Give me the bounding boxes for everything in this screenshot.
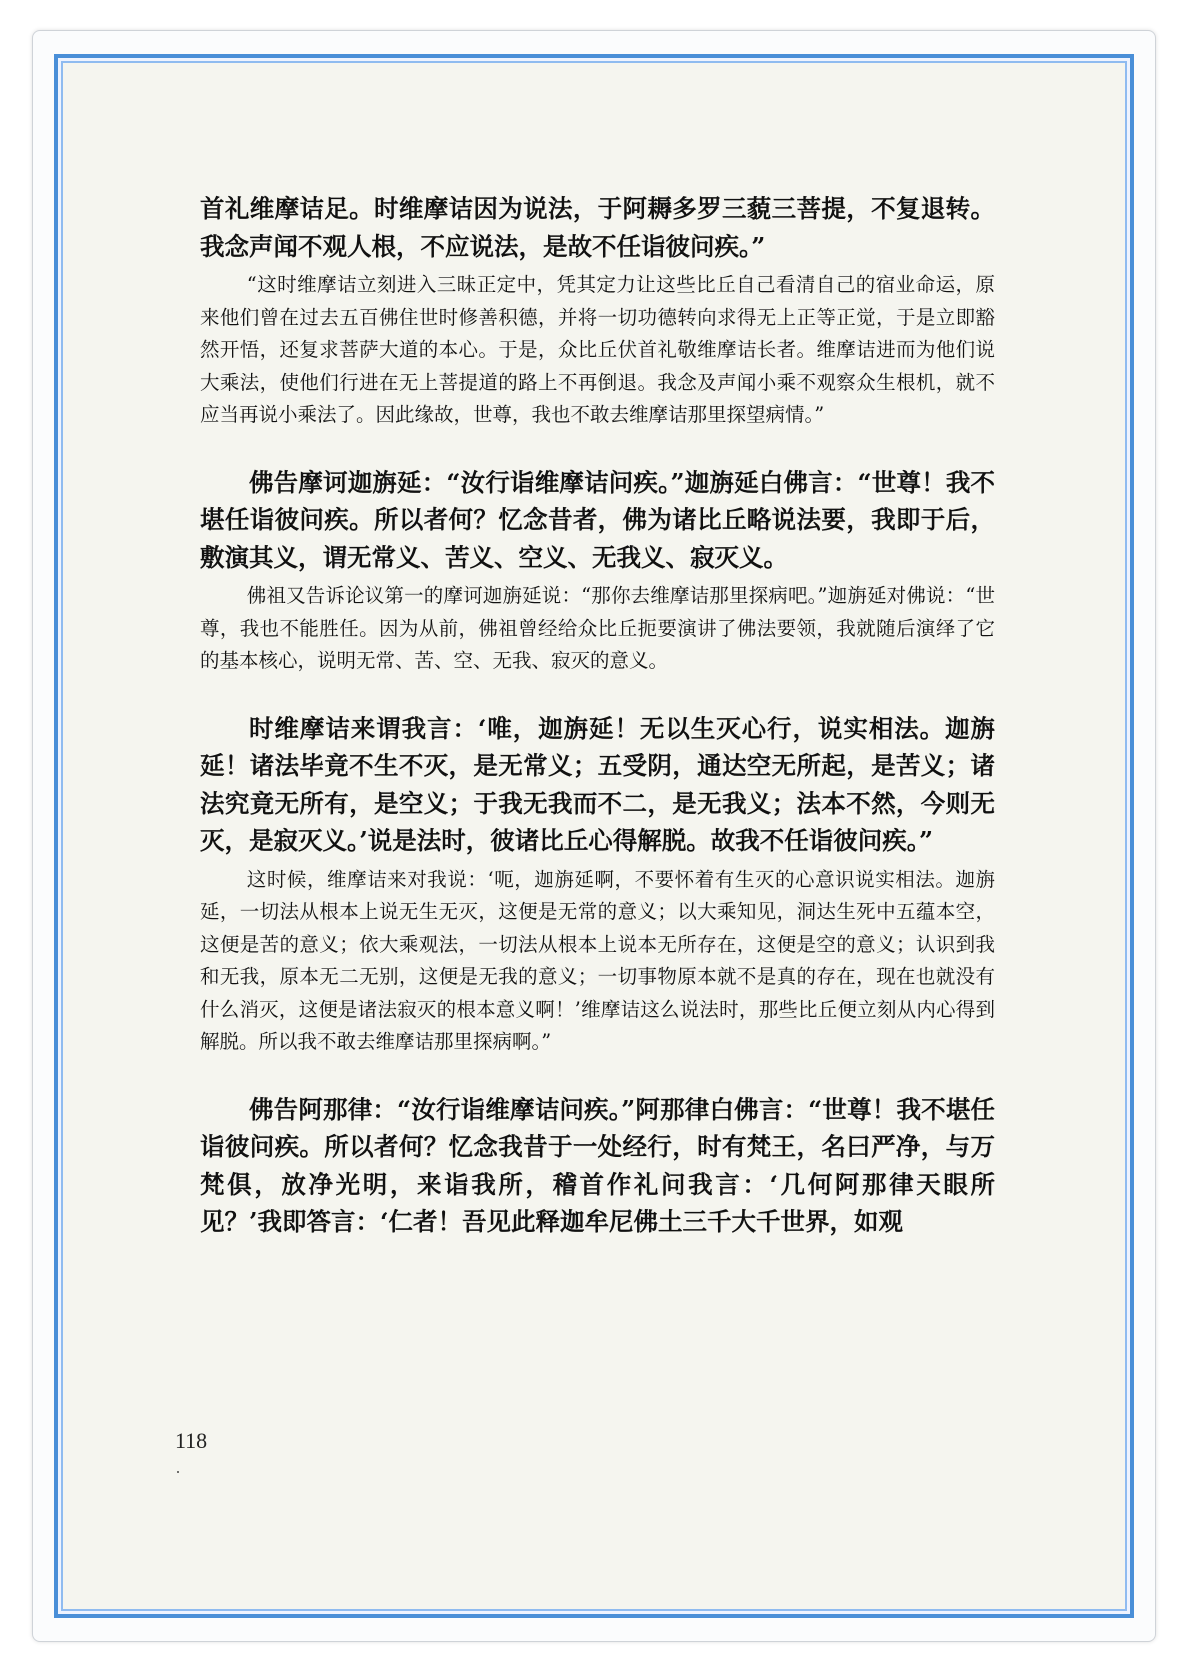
book-page: [61, 61, 1127, 1611]
sutra-paragraph: 佛告阿那律：“汝行诣维摩诘问疾。”阿那律白佛言：“世尊！我不堪任诣彼问疾。所以者何？忆念我昔于一处经行，时有梵王，名曰严净，与万梵俱，放净光明，来诣我所，稽首作礼问我言：‘几何阿那律天眼所见？’我即答言：‘仁者！吾见此释迦牟尼佛土三千大千世界，如观: [200, 1094, 995, 1236]
translation-paragraph: “这时维摩诘立刻进入三昧正定中，凭其定力让这些比丘自己看清自己的宿业命运，原来他们曾在过去五百佛住世时修善积德，并将一切功德转向求得无上正等正觉，于是立即豁然开悟，还复求菩萨大道的本心。于是，众比丘伏首礼敬维摩诘长者。维摩诘进而为他们说大乘法，使他们行进在无上菩提道的路上不再倒退。我念及声闻小乘不观察众生根机，就不应当再说小乘法了。因此缘故，世尊，我也不敢去维摩诘那里探望病情。”: [200, 273, 995, 426]
sutra-paragraph: 时维摩诘来谓我言：‘唯，迦旃延！无以生灭心行，说实相法。迦旃延！诸法毕竟不生不灭，是无常义；五受阴，通达空无所起，是苦义；诸法究竟无所有，是空义；于我无我而不二，是无我义；法本不然，今则无灭，是寂灭义。’说是法时，彼诸比丘心得解脱。故我不任诣彼问疾。”: [200, 713, 995, 855]
page-content: [200, 190, 995, 1241]
speck-mark: [177, 1471, 179, 1473]
sutra-paragraph: 佛告摩诃迦旃延：“汝行诣维摩诘问疾。”迦旃延白佛言：“世尊！我不堪任诣彼问疾。所以者何？忆念昔者，佛为诸比丘略说法要，我即于后，敷演其义，谓无常义、苦义、空义、无我义、寂灭义。: [200, 467, 995, 572]
page-frame: [54, 54, 1134, 1618]
translation-paragraph: 这时候，维摩诘来对我说：‘呃，迦旃延啊，不要怀着有生灭的心意识说实相法。迦旃延，一切法从根本上说无生无灭，这便是无常的意义；以大乘知见，洞达生死中五蕴本空，这便是苦的意义；依大乘观法，一切法从根本上说本无所存在，这便是空的意义；认识到我和无我，原本无二无别，这便是无我的意义；一切事物原本就不是真的存在，现在也就没有什么消灭，这便是诸法寂灭的根本意义啊！’维摩诘这么说法时，那些比丘便立刻从内心得到解脱。所以我不敢去维摩诘那里探病啊。”: [200, 867, 995, 1053]
page-number: 118: [175, 1428, 208, 1453]
sutra-paragraph: 首礼维摩诘足。时维摩诘因为说法，于阿耨多罗三藐三菩提，不复退转。我念声闻不观人根，不应说法，是故不任诣彼问疾。”: [200, 194, 995, 261]
translation-paragraph: 佛祖又告诉论议第一的摩诃迦旃延说：“那你去维摩诘那里探病吧。”迦旃延对佛说：“世尊，我也不能胜任。因为从前，佛祖曾经给众比丘扼要演讲了佛法要领，我就随后演绎了它的基本核心，说明无常、苦、空、无我、寂灭的意义。: [200, 584, 995, 672]
